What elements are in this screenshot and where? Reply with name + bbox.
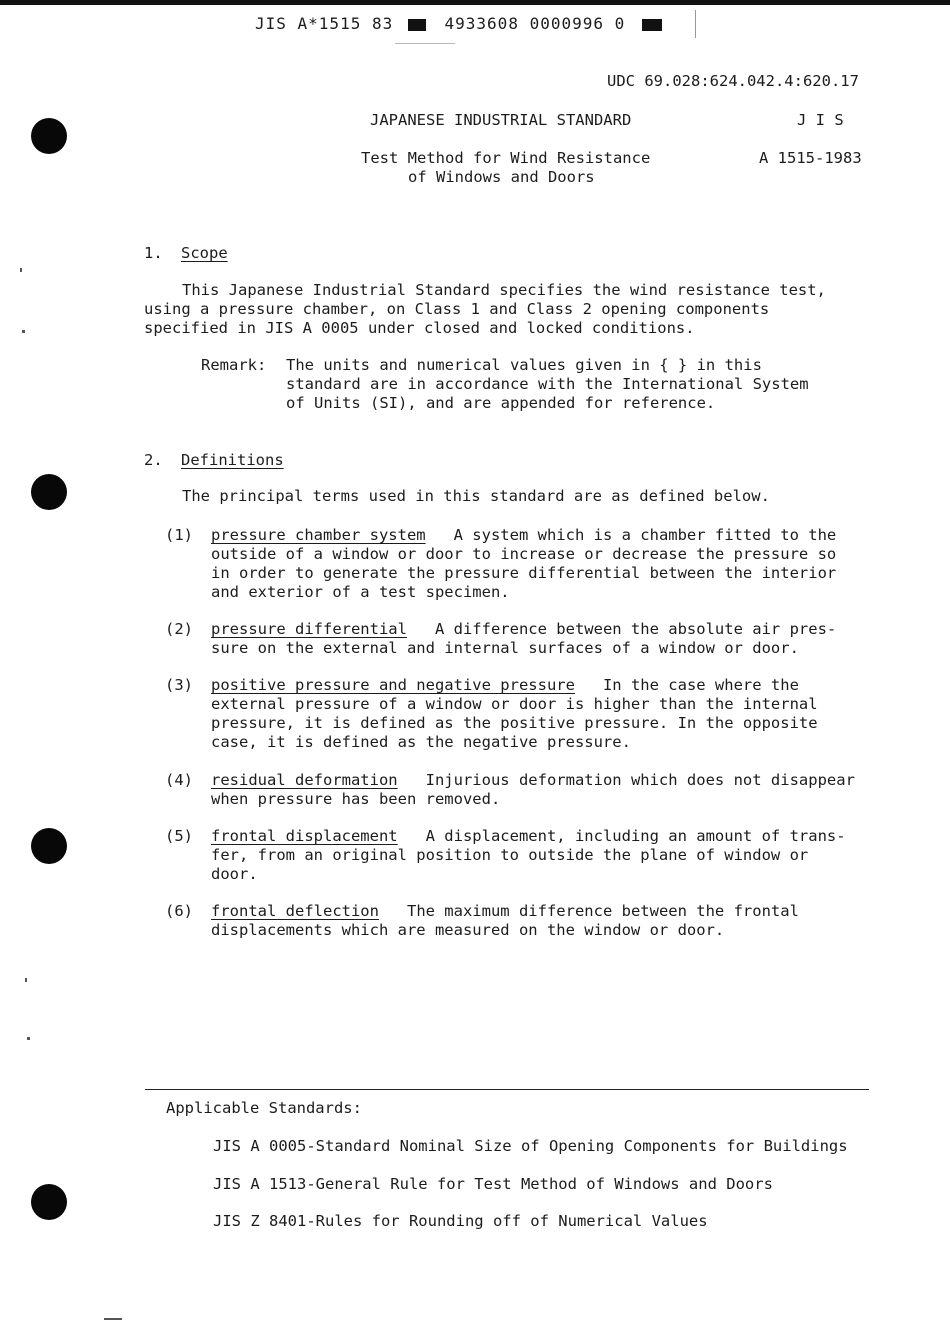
definition-text: A difference between the absolute air pres- xyxy=(434,620,837,638)
udc-number: UDC 69.028:624.042.4:620.17 xyxy=(607,72,859,90)
remark-line: of Units (SI), and are appended for reference. xyxy=(286,394,716,412)
standard-type: JAPANESE INDUSTRIAL STANDARD xyxy=(370,111,632,129)
definition-term: residual deformation xyxy=(211,771,398,789)
footer-divider xyxy=(145,1089,869,1090)
punch-hole xyxy=(31,1184,67,1220)
definition-line: pressure, it is defined as the positive pressure. In the opposite xyxy=(211,714,818,732)
scan-speck xyxy=(22,330,25,333)
remark-line: The units and numerical values given in { } in this xyxy=(286,356,762,374)
definitions-intro: The principal terms used in this standard are as defined below. xyxy=(182,487,770,505)
scan-speck xyxy=(20,268,22,272)
definition-text: Injurious deformation which does not disappear xyxy=(425,771,855,789)
remark-line: standard are in accordance with the International System xyxy=(286,375,809,393)
definition-first-line xyxy=(211,526,836,545)
definition-line: case, it is defined as the negative pressure. xyxy=(211,733,631,751)
jis-label: J I S xyxy=(797,111,844,129)
section-heading-definitions: Definitions xyxy=(181,451,284,469)
scan-top-border xyxy=(0,0,950,5)
applicable-standard-item: JIS Z 8401-Rules for Rounding off of Numerical Values xyxy=(213,1212,708,1230)
definition-line: outside of a window or door to increase or decrease the pressure so xyxy=(211,545,837,563)
document-title-line-2: of Windows and Doors xyxy=(408,168,595,186)
paragraph-line: specified in JIS A 0005 under closed and locked conditions. xyxy=(144,319,695,337)
definition-number: (4) xyxy=(165,771,193,789)
definition-line: door. xyxy=(211,865,258,883)
applicable-standard-item: JIS A 0005-Standard Nominal Size of Opening Components for Buildings xyxy=(213,1137,848,1155)
definition-line: when pressure has been removed. xyxy=(211,790,501,808)
paragraph-line: This Japanese Industrial Standard specifies the wind resistance test, xyxy=(182,281,826,299)
paragraph-line: using a pressure chamber, on Class 1 and Class 2 opening components xyxy=(144,300,770,318)
header-code-strip xyxy=(255,14,662,33)
header-code-mid: 4933608 0000996 0 xyxy=(444,14,626,33)
definition-text: The maximum difference between the frontal xyxy=(406,902,799,920)
header-code-left: JIS A*1515 83 xyxy=(255,14,394,33)
definition-term: pressure chamber system xyxy=(211,526,426,544)
standard-number: A 1515-1983 xyxy=(759,149,862,167)
scan-mark xyxy=(695,10,696,38)
definition-term: frontal displacement xyxy=(211,827,398,845)
definition-text: A system which is a chamber fitted to the xyxy=(453,526,837,544)
definition-term: positive pressure and negative pressure xyxy=(211,676,575,694)
definition-first-line xyxy=(211,620,836,639)
header-divider xyxy=(395,43,455,44)
definition-term: pressure differential xyxy=(211,620,407,638)
definition-text: A displacement, including an amount of trans- xyxy=(425,827,846,845)
section-number: 2. xyxy=(144,451,163,469)
applicable-standard-item: JIS A 1513-General Rule for Test Method of Windows and Doors xyxy=(213,1175,773,1193)
definition-line: fer, from an original position to outside the plane of window or xyxy=(211,846,809,864)
section-heading-scope: Scope xyxy=(181,244,228,262)
definition-number: (3) xyxy=(165,676,193,694)
applicable-standards-heading: Applicable Standards: xyxy=(166,1099,362,1117)
definition-text: In the case where the xyxy=(602,676,799,694)
definition-term: frontal deflection xyxy=(211,902,379,920)
definition-line: sure on the external and internal surfaces of a window or door. xyxy=(211,639,799,657)
definition-first-line xyxy=(211,827,846,846)
definition-line: in order to generate the pressure differential between the interior xyxy=(211,564,837,582)
punch-hole xyxy=(31,828,67,864)
definition-number: (6) xyxy=(165,902,193,920)
definition-line: external pressure of a window or door is higher than the internal xyxy=(211,695,818,713)
definition-number: (2) xyxy=(165,620,193,638)
punch-hole xyxy=(31,118,67,154)
scan-speck xyxy=(104,1318,122,1320)
section-number: 1. xyxy=(144,244,163,262)
definition-first-line xyxy=(211,676,799,695)
definition-line: displacements which are measured on the window or door. xyxy=(211,921,725,939)
definition-line: and exterior of a test specimen. xyxy=(211,583,510,601)
redaction-block xyxy=(642,19,662,31)
definition-number: (5) xyxy=(165,827,193,845)
punch-hole xyxy=(31,474,67,510)
remark-label: Remark: xyxy=(201,356,267,374)
definition-number: (1) xyxy=(165,526,193,544)
scan-speck xyxy=(25,978,27,982)
document-title-line-1: Test Method for Wind Resistance xyxy=(361,149,651,167)
scan-speck xyxy=(27,1037,30,1040)
definition-first-line xyxy=(211,771,855,790)
redaction-block xyxy=(408,19,426,31)
definition-first-line xyxy=(211,902,799,921)
